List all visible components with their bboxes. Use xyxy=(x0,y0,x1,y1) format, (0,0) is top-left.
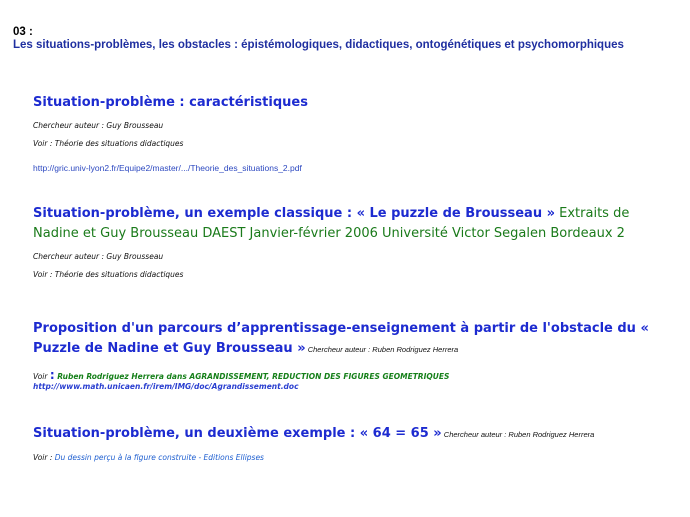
heading-text: Situation-problème, un deuxième exemple : « 64 = 65 » xyxy=(33,426,442,441)
see-prefix: Voir xyxy=(33,372,50,381)
heading-text: Proposition d'un parcours d’apprentissage-enseignement à partir de l'obstacle du « Puzzle de Nadine et Guy Brousseau » xyxy=(33,321,649,356)
section-heading: Situation-problème : caractéristiques xyxy=(33,95,308,110)
page-title: Les situations-problèmes, les obstacles : épistémologiques, didactiques, ontogénétiques et psychomorphiques xyxy=(13,39,624,51)
extract-text: Extraits de Nadine et Guy Brousseau DAEST Janvier-février 2006 Université Victor Segalen Bordeaux 2 xyxy=(33,206,630,241)
see-line: Voir : Théorie des situations didactiques xyxy=(33,270,184,279)
author-line: Chercheur auteur : Guy Brousseau xyxy=(33,121,164,130)
section-heading xyxy=(33,204,673,244)
author-inline: Chercheur auteur : Ruben Rodriguez Herrera xyxy=(441,430,595,439)
section-3 xyxy=(33,319,673,392)
section-4 xyxy=(33,424,673,463)
page-header xyxy=(13,26,624,52)
see-line: Voir : Théorie des situations didactiques xyxy=(33,139,184,148)
section-heading xyxy=(33,319,673,360)
see-line xyxy=(33,370,673,382)
see-text: Ruben Rodriguez Herrera dans AGRANDISSEMENT, REDUCTION DES FIGURES GEOMETRIQUES xyxy=(54,372,450,381)
see-line xyxy=(33,453,673,463)
section-number: 03 : xyxy=(13,26,33,38)
doc-link[interactable]: http://www.math.unicaen.fr/irem/IMG/doc/Agrandissement.doc xyxy=(33,382,299,391)
section-heading xyxy=(33,424,673,445)
see-colon: : xyxy=(49,368,55,382)
book-link[interactable]: Du dessin perçu à la figure construite - Editions Ellipses xyxy=(54,453,264,462)
heading-text: Situation-problème, un exemple classique : « Le puzzle de Brousseau » xyxy=(33,206,556,221)
section-2 xyxy=(33,204,673,280)
pdf-link[interactable]: http://gric.univ-lyon2.fr/Equipe2/master/.../Theorie_des_situations_2.pdf xyxy=(33,163,302,173)
author-line: Chercheur auteur : Guy Brousseau xyxy=(33,252,164,261)
author-inline: Chercheur auteur : Ruben Rodriguez Herrera xyxy=(305,345,459,354)
section-1 xyxy=(33,93,673,176)
see-prefix: Voir : xyxy=(33,453,55,462)
